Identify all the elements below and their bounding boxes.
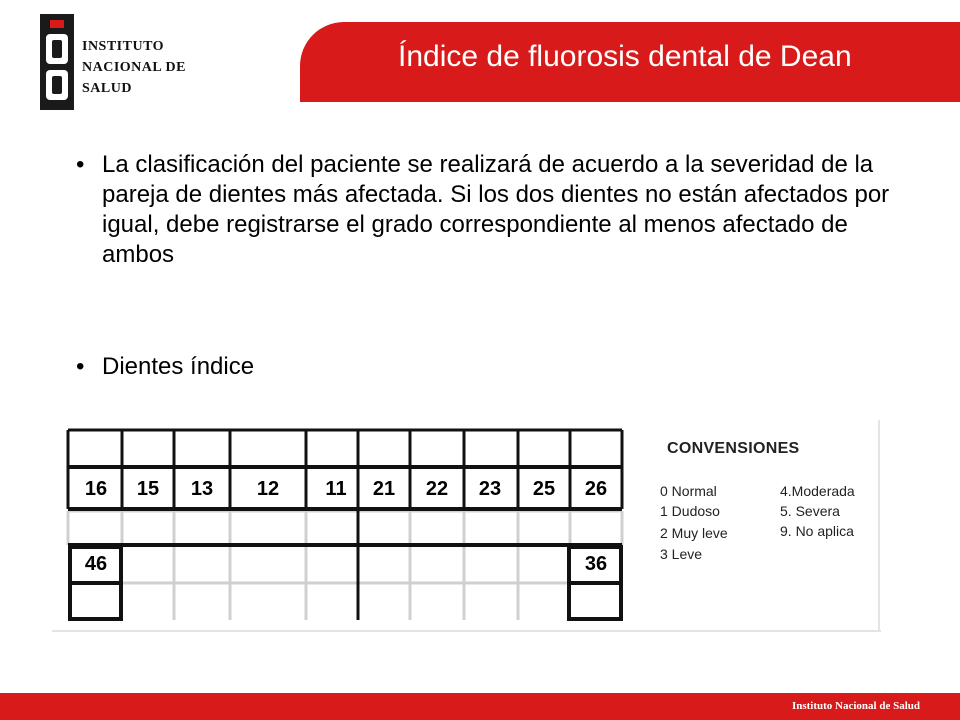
logo-line-1: INSTITUTO bbox=[82, 39, 165, 54]
tooth-label-13: 13 bbox=[190, 478, 214, 500]
conventions-title: CONVENSIONES bbox=[667, 440, 800, 457]
tooth-label-21: 21 bbox=[372, 478, 396, 500]
convention-moderada: 4.Moderada bbox=[780, 483, 855, 499]
tooth-label-11: 11 bbox=[325, 478, 347, 500]
tooth-label-16: 16 bbox=[84, 478, 108, 500]
footer-text: Instituto Nacional de Salud bbox=[791, 700, 920, 712]
bullet-classification: • La clasificación del paciente se realizará de acuerdo a la severidad de la pareja de dientes más afectada. Si los dos dientes no están afectados por igual, debe registrarse el grado correspondiente al menos afectado de ambos bbox=[72, 150, 892, 270]
logo-line-3: SALUD bbox=[82, 81, 132, 96]
slide-title: Índice de fluorosis dental de Dean bbox=[398, 40, 852, 73]
grid-light-lines bbox=[68, 511, 622, 620]
convention-dudoso: 1 Dudoso bbox=[660, 503, 720, 519]
tooth-label-12: 12 bbox=[256, 478, 280, 500]
bullet-index-teeth: • Dientes índice bbox=[72, 352, 892, 382]
convention-normal: 0 Normal bbox=[660, 483, 717, 499]
tooth-label-25: 25 bbox=[532, 478, 556, 500]
tooth-label-22: 22 bbox=[425, 478, 449, 500]
tooth-label-46: 46 bbox=[84, 553, 108, 575]
tooth-label-26: 26 bbox=[584, 478, 608, 500]
convention-leve: 3 Leve bbox=[660, 546, 703, 562]
tooth-label-23: 23 bbox=[478, 478, 502, 500]
grid-dark-lines bbox=[68, 430, 622, 620]
convention-no-aplica: 9. No aplica bbox=[780, 523, 854, 539]
tooth-label-36: 36 bbox=[584, 553, 608, 575]
logo-line-2: NACIONAL DE bbox=[82, 60, 186, 75]
convention-severa: 5. Severa bbox=[780, 503, 840, 519]
convention-muy-leve: 2 Muy leve bbox=[660, 525, 728, 541]
tooth-label-15: 15 bbox=[136, 478, 160, 500]
